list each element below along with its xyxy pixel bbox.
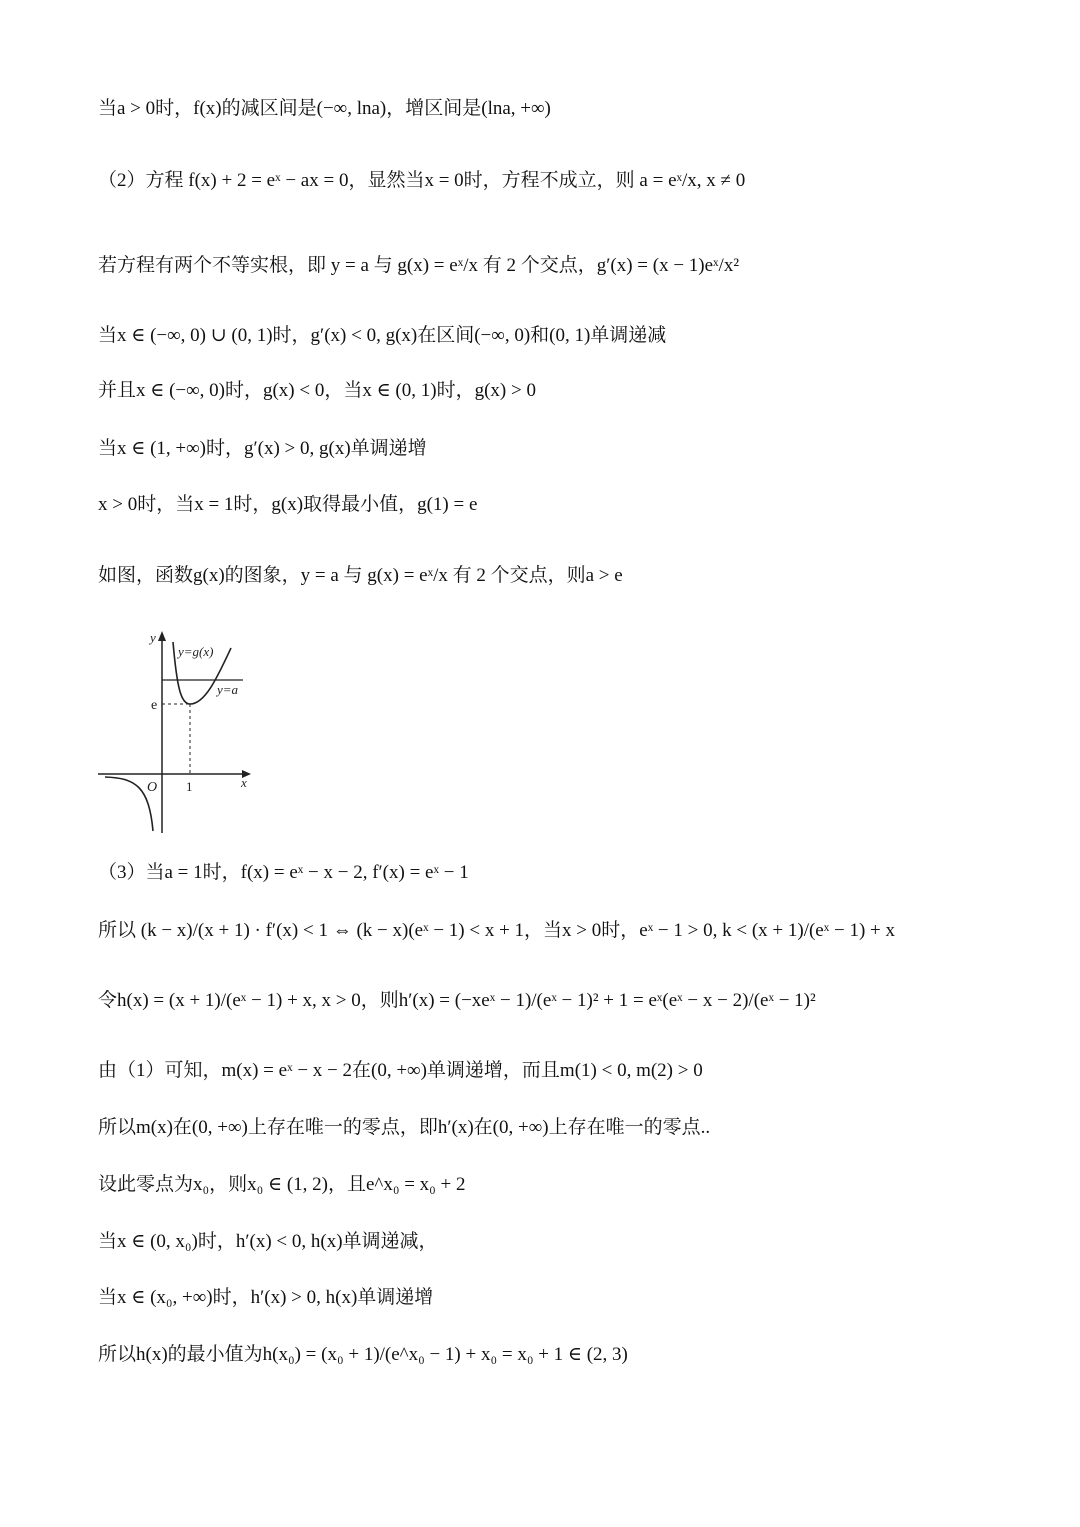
text-line-2: （2）方程 f(x) + 2 = eˣ − ax = 0，显然当x = 0时，方程不成立，则 a = eˣ/x, x ≠ 0 — [98, 170, 746, 191]
label-x-axis: x — [241, 775, 247, 790]
text-line-9: （3）当a = 1时，f(x) = eˣ − x − 2, f′(x) = eˣ − 1 — [98, 862, 469, 883]
text-line-7: x > 0时，当x = 1时，g(x)取得最小值，g(1) = e — [98, 494, 478, 515]
label-y-axis: y — [150, 630, 156, 645]
curve-left-branch — [105, 777, 153, 831]
text-line-3: 若方程有两个不等实根，即 y = a 与 g(x) = eˣ/x 有 2 个交点，g′(x) = (x − 1)eˣ/x² — [98, 255, 740, 276]
label-curve: y=g(x) — [178, 644, 214, 659]
text-line-6: 当x ∈ (1, +∞)时，g′(x) > 0, g(x)单调递增 — [98, 438, 427, 459]
text-line-13: 所以m(x)在(0, +∞)上存在唯一的零点，即h′(x)在(0, +∞)上存在唯一的零点.. — [98, 1117, 711, 1138]
text-line-8: 如图，函数g(x)的图象，y = a 与 g(x) = eˣ/x 有 2 个交点，则a > e — [98, 565, 623, 586]
text-line-12: 由（1）可知，m(x) = eˣ − x − 2在(0, +∞)单调递增，而且m(1) < 0, m(2) > 0 — [98, 1060, 703, 1081]
function-graph — [95, 628, 260, 838]
text-line-16: 当x ∈ (x₀, +∞)时，h′(x) > 0, h(x)单调递增 — [98, 1287, 434, 1308]
text-line-14: 设此零点为x₀，则x₀ ∈ (1, 2)，且e^x₀ = x₀ + 2 — [98, 1174, 466, 1195]
text-line-11: 令h(x) = (x + 1)/(eˣ − 1) + x, x > 0，则h′(x) = (−xeˣ − 1)/(eˣ − 1)² + 1 = eˣ(eˣ − x − 2)/(eˣ − 1)² — [98, 990, 816, 1011]
text-line-5: 并且x ∈ (−∞, 0)时，g(x) < 0，当x ∈ (0, 1)时，g(x) > 0 — [98, 380, 536, 401]
text-line-4: 当x ∈ (−∞, 0) ∪ (0, 1)时，g′(x) < 0, g(x)在区间(−∞, 0)和(0, 1)单调递减 — [98, 325, 667, 346]
label-one: 1 — [186, 779, 193, 794]
label-e: e — [151, 698, 158, 713]
y-axis-arrow — [158, 631, 166, 641]
text-line-1: 当a > 0时，f(x)的减区间是(−∞, lna)，增区间是(lna, +∞) — [98, 98, 551, 119]
text-line-17: 所以h(x)的最小值为h(x₀) = (x₀ + 1)/(e^x₀ − 1) + x₀ = x₀ + 1 ∈ (2, 3) — [98, 1344, 628, 1365]
text-line-10: 所以 (k − x)/(x + 1) · f′(x) < 1 ⇔ (k − x)(eˣ − 1) < x + 1，当x > 0时，eˣ − 1 > 0, k < (x + 1)/(eˣ − 1) + x — [98, 920, 895, 941]
label-origin: O — [147, 780, 158, 795]
label-line: y=a — [217, 682, 239, 697]
text-line-15: 当x ∈ (0, x₀)时，h′(x) < 0, h(x)单调递减， — [98, 1231, 438, 1252]
